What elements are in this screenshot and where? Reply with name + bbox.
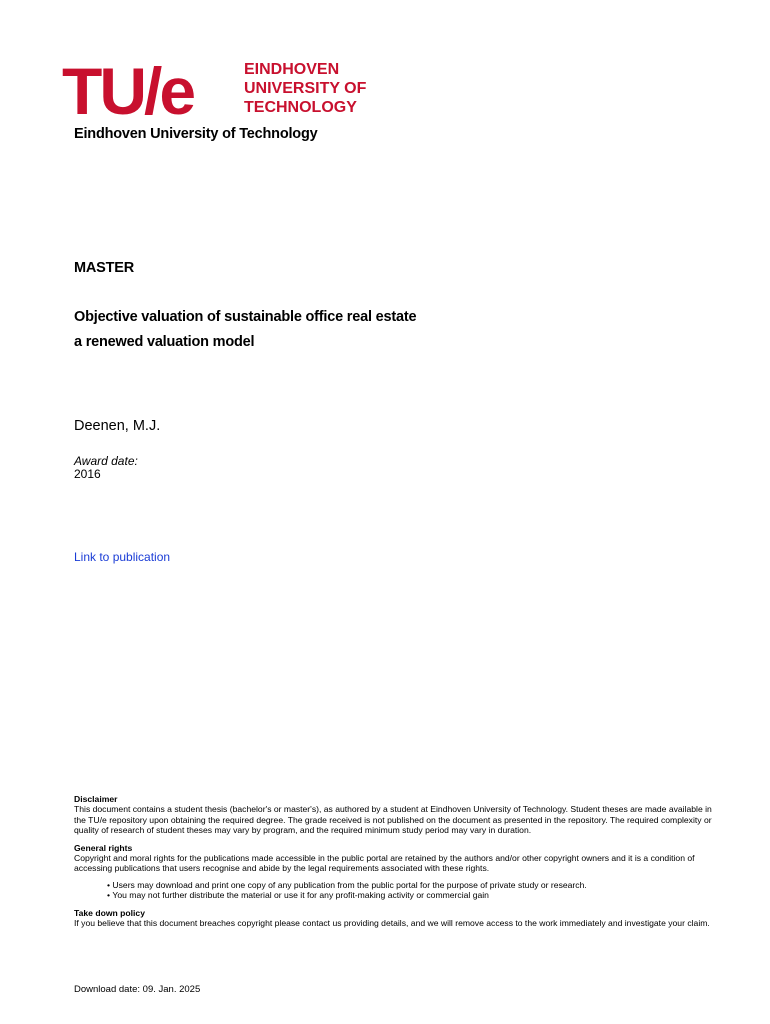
rights-list-item: • Users may download and print one copy of any publication from the public portal for the purpose of private study or research. <box>107 880 724 890</box>
degree-type: MASTER <box>74 260 135 276</box>
legal-notice <box>74 794 724 935</box>
takedown-text: If you believe that this document breaches copyright please contact us providing details, and we will remove access to the work immediately and investigate your claim. <box>74 918 710 929</box>
tue-logo <box>62 58 392 120</box>
general-rights-text: Copyright and moral rights for the publications made accessible in the public portal are retained by the authors and/or other copyright owners and it is a condition of accessing publications that users recognise and abide by the legal requirements associated with these rights. <box>74 853 695 874</box>
tue-logo-mark: TU/e <box>62 58 194 120</box>
takedown-heading: Take down policy <box>74 907 145 918</box>
takedown-section <box>74 908 724 929</box>
publication-link[interactable]: Link to publication <box>74 550 171 564</box>
thesis-subtitle: a renewed valuation model <box>74 334 255 350</box>
download-date: Download date: 09. Jan. 2025 <box>74 984 201 995</box>
logo-wordmark-line-1: EINDHOVEN <box>244 61 340 78</box>
general-rights-heading: General rights <box>74 842 133 853</box>
disclaimer-section <box>74 794 724 836</box>
award-date-label: Award date: <box>74 454 138 468</box>
rights-list-item: • You may not further distribute the material or use it for any profit-making activity or commercial gain <box>107 890 724 900</box>
award-date-value: 2016 <box>74 467 101 481</box>
author-name: Deenen, M.J. <box>74 418 161 434</box>
tue-logo-graphic <box>62 58 392 120</box>
disclaimer-heading: Disclaimer <box>74 794 118 804</box>
logo-wordmark-line-3: TECHNOLOGY <box>244 99 357 116</box>
general-rights-section <box>74 843 724 901</box>
thesis-title: Objective valuation of sustainable office real estate <box>74 309 417 325</box>
disclaimer-text: This document contains a student thesis (bachelor's or master's), as authored by a student at Eindhoven University of Technology. Student theses are made available in the TU/e repository upon obtaining the required degree. The grade received is not published on the document as presented in the repository. The required complexity or quality of research of student theses may vary by program, and the required minimum study period may vary in duration. <box>74 804 712 836</box>
logo-wordmark-line-2: UNIVERSITY OF <box>244 80 367 97</box>
rights-list <box>74 880 724 901</box>
university-name: Eindhoven University of Technology <box>74 126 318 142</box>
